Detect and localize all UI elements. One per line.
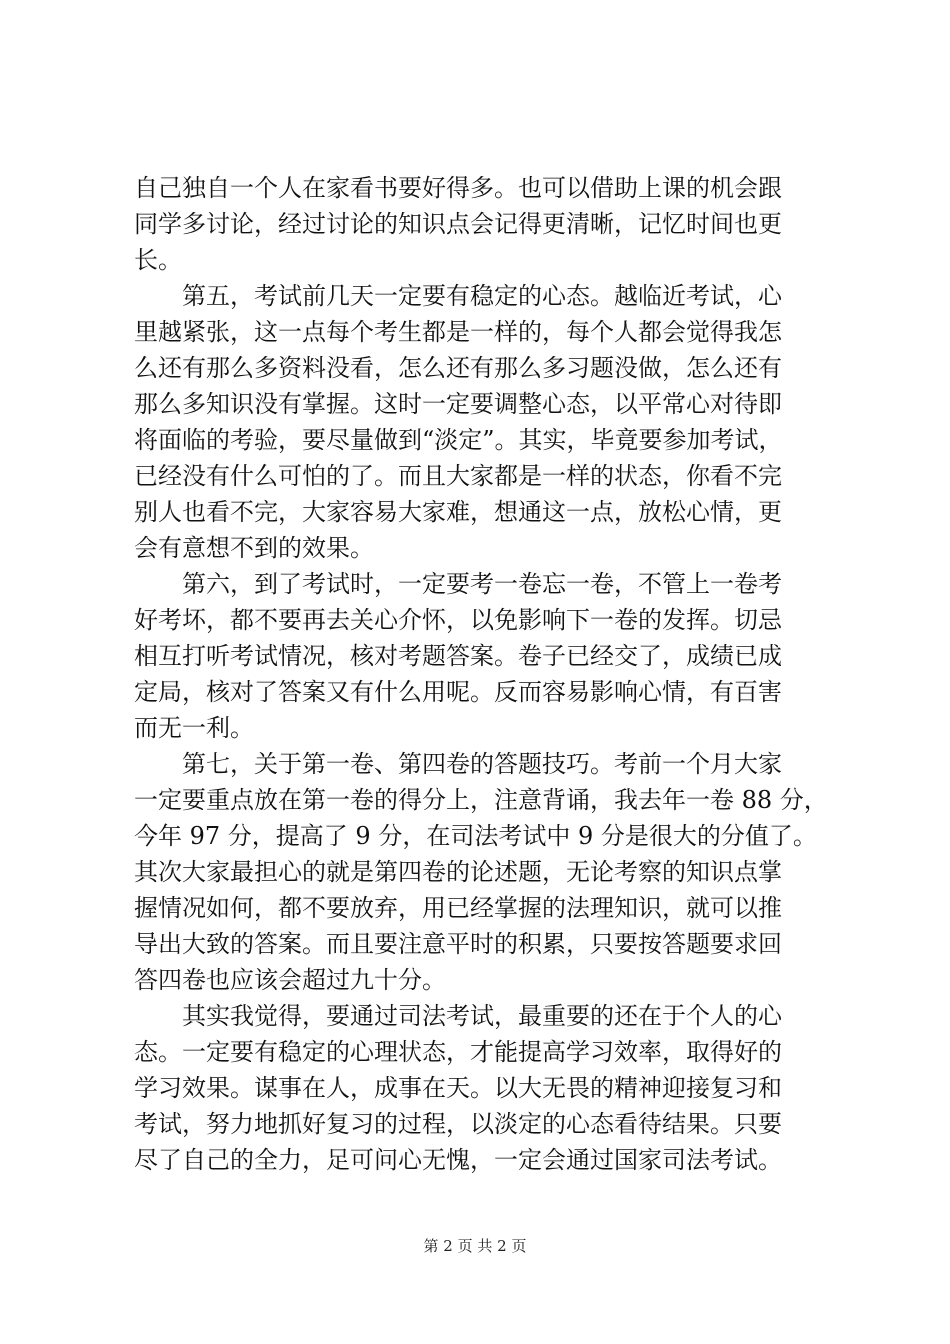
text-line: 好考坏，都不要再去关心介怀，以免影响下一卷的发挥。切忌	[134, 606, 782, 634]
page-number-footer: 第 2 页 共 2 页	[423, 1237, 527, 1255]
text-line: 第七，关于第一卷、第四卷的答题技巧。考前一个月大家	[134, 750, 782, 778]
text-line: 同学多讨论，经过讨论的知识点会记得更清晰，记忆时间也更	[134, 210, 782, 238]
text-line: 一定要重点放在第一卷的得分上，注意背诵，我去年一卷 88 分，	[134, 786, 828, 814]
text-line: 将面临的考验，要尽量做到“淡定”。其实，毕竟要参加考试，	[134, 426, 783, 454]
text-line: 而无一利。	[134, 714, 254, 742]
text-line: 第五，考试前几天一定要有稳定的心态。越临近考试，心	[134, 282, 782, 310]
text-line: 态。一定要有稳定的心理状态，才能提高学习效率，取得好的	[134, 1038, 782, 1066]
text-line: 那么多知识没有掌握。这时一定要调整心态，以平常心对待即	[134, 390, 782, 418]
text-line: 已经没有什么可怕的了。而且大家都是一样的状态，你看不完	[134, 462, 782, 490]
text-line: 长。	[134, 246, 182, 274]
text-line: 其实我觉得，要通过司法考试，最重要的还在于个人的心	[134, 1002, 782, 1030]
text-line: 会有意想不到的效果。	[134, 534, 374, 562]
text-line: 导出大致的答案。而且要注意平时的积累，只要按答题要求回	[134, 930, 782, 958]
text-line: 第六，到了考试时，一定要考一卷忘一卷，不管上一卷考	[134, 570, 782, 598]
text-line: 握情况如何，都不要放弃，用已经掌握的法理知识，就可以推	[134, 894, 782, 922]
text-line: 里越紧张，这一点每个考生都是一样的，每个人都会觉得我怎	[134, 318, 782, 346]
text-line: 自己独自一个人在家看书要好得多。也可以借助上课的机会跟	[134, 174, 782, 202]
text-line: 定局，核对了答案又有什么用呢。反而容易影响心情，有百害	[134, 678, 782, 706]
text-line: 今年 97 分，提高了 9 分，在司法考试中 9 分是很大的分值了。	[134, 822, 817, 850]
text-line: 别人也看不完，大家容易大家难，想通这一点，放松心情，更	[134, 498, 782, 526]
text-line: 尽了自己的全力，足可问心无愧，一定会通过国家司法考试。	[134, 1146, 782, 1174]
text-line: 相互打听考试情况，核对考题答案。卷子已经交了，成绩已成	[134, 642, 782, 670]
text-line: 其次大家最担心的就是第四卷的论述题，无论考察的知识点掌	[134, 858, 782, 886]
text-line: 学习效果。谋事在人，成事在天。以大无畏的精神迎接复习和	[134, 1074, 782, 1102]
document-body	[134, 170, 832, 1178]
text-line: 么还有那么多资料没看，怎么还有那么多习题没做，怎么还有	[134, 354, 782, 382]
text-line: 答四卷也应该会超过九十分。	[134, 966, 446, 994]
text-line: 考试，努力地抓好复习的过程，以淡定的心态看待结果。只要	[134, 1110, 782, 1138]
